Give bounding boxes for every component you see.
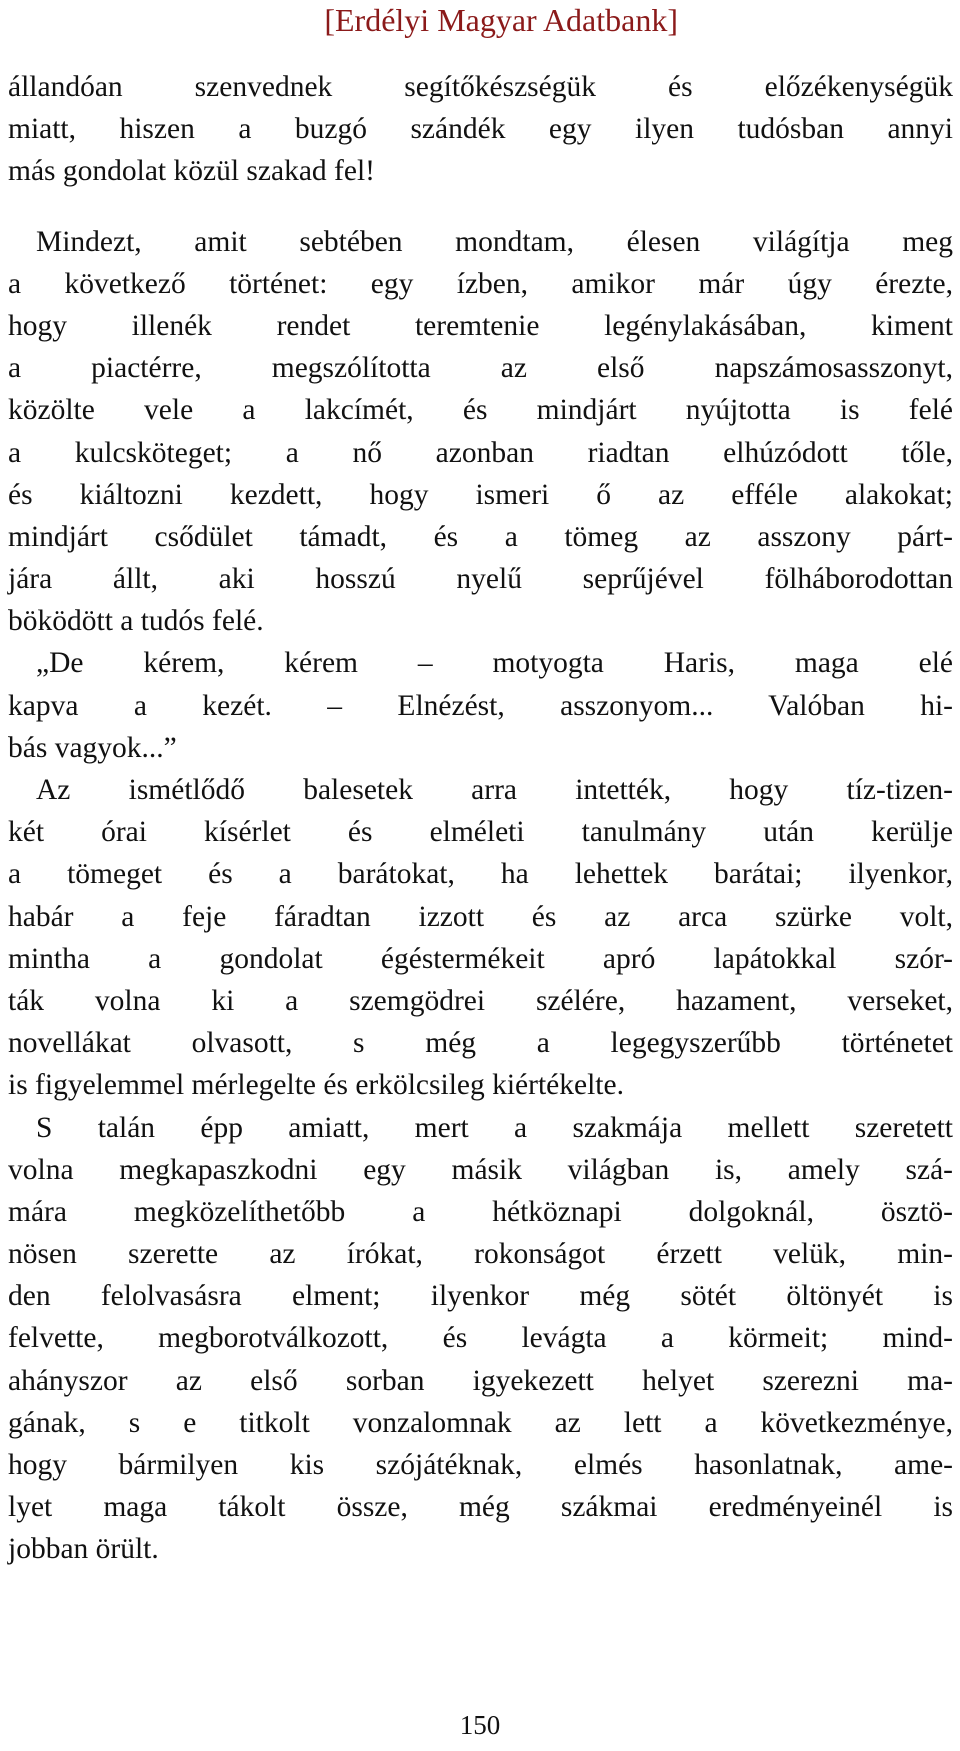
text-line: és kiáltozni kezdett, hogy ismeri ő az efféle alakokat; — [8, 478, 953, 511]
text-line: a következő történet: egy ízben, amikor már úgy érezte, — [8, 267, 953, 300]
paragraph — [8, 66, 953, 193]
text-line: állandóan szenvednek segítőkészségük és előzékenységük — [8, 71, 953, 103]
text-line: böködött a tudós felé. — [8, 605, 264, 638]
text-line: közölte vele a lakcímét, és mindjárt nyújtotta is felé — [8, 394, 953, 427]
text-line: felvette, megborotválkozott, és levágta a körmeit; mind- — [8, 1322, 953, 1355]
text-line: ahányszor az első sorban igyekezett helyet szerezni ma- — [8, 1364, 953, 1397]
text-line: gának, s e titkolt vonzalomnak az lett a következménye, — [8, 1406, 953, 1439]
source-header: [Erdélyi Magyar Adatbank] — [324, 2, 678, 38]
text-line: hogy illenék rendet teremtenie legénylakásában, kiment — [8, 309, 953, 342]
paragraph — [8, 642, 953, 769]
text-line: más gondolat közül szakad fel! — [8, 155, 375, 188]
text-line: mára megközelíthetőbb a hétköznapi dolgoknál, ösztö- — [8, 1195, 953, 1228]
text-line: Mindezt, amit sebtében mondtam, élesen világítja meg — [36, 225, 953, 258]
text-line: Az ismétlődő balesetek arra intették, hogy tíz-tizen- — [36, 774, 953, 806]
text-line: is figyelemmel mérlegelte és erkölcsileg kiértékelte. — [8, 1069, 624, 1102]
paragraph-gap — [8, 193, 953, 221]
text-line: den felolvasásra elment; ilyenkor még sötét öltönyét is — [8, 1280, 953, 1313]
text-line: lyet maga tákolt össze, még szákmai eredményeinél is — [8, 1491, 953, 1524]
text-line: volna megkapaszkodni egy másik világban is, amely szá- — [8, 1153, 953, 1186]
text-line: novellákat olvasott, s még a legegyszerűbb történetet — [8, 1027, 953, 1060]
text-line: mindjárt csődület támadt, és a tömeg az asszony párt- — [8, 520, 953, 553]
paragraph — [8, 221, 953, 643]
text-line: habár a feje fáradtan izzott és az arca szürke volt, — [8, 900, 953, 933]
text-line: bás vagyok...” — [8, 731, 177, 764]
text-line: jára állt, aki hosszú nyelű seprűjével fölháborodottan — [8, 563, 953, 596]
text-line: „De kérem, kérem – motyogta Haris, maga elé — [36, 647, 953, 680]
paragraph — [8, 769, 953, 1107]
text-line: miatt, hiszen a buzgó szándék egy ilyen tudósban annyi — [8, 113, 953, 146]
text-line: nösen szerette az írókat, rokonságot érzett velük, min- — [8, 1238, 953, 1271]
text-line: jobban örült. — [8, 1533, 159, 1566]
text-line: S talán épp amiatt, mert a szakmája mellett szeretett — [36, 1111, 953, 1144]
text-line: hogy bármilyen kis szójátéknak, elmés hasonlatnak, ame- — [8, 1449, 953, 1481]
text-line: ták volna ki a szemgödrei szélére, hazament, verseket, — [8, 984, 953, 1017]
text-line: két órai kísérlet és elméleti tanulmány után kerülje — [8, 816, 953, 849]
text-line: a kulcsköteget; a nő azonban riadtan elhúzódott tőle, — [8, 436, 953, 469]
page-number: 150 — [459, 1710, 501, 1740]
text-line: kapva a kezét. – Elnézést, asszonyom... Valóban hi- — [8, 689, 953, 722]
paragraph — [8, 1107, 953, 1571]
body-text — [8, 66, 953, 1571]
text-line: a tömeget és a barátokat, ha lehettek barátai; ilyenkor, — [8, 858, 953, 891]
text-line: mintha a gondolat égéstermékeit apró lapátokkal szór- — [8, 942, 953, 975]
text-line: a piactérre, megszólította az első napszámosasszonyt, — [8, 352, 953, 385]
